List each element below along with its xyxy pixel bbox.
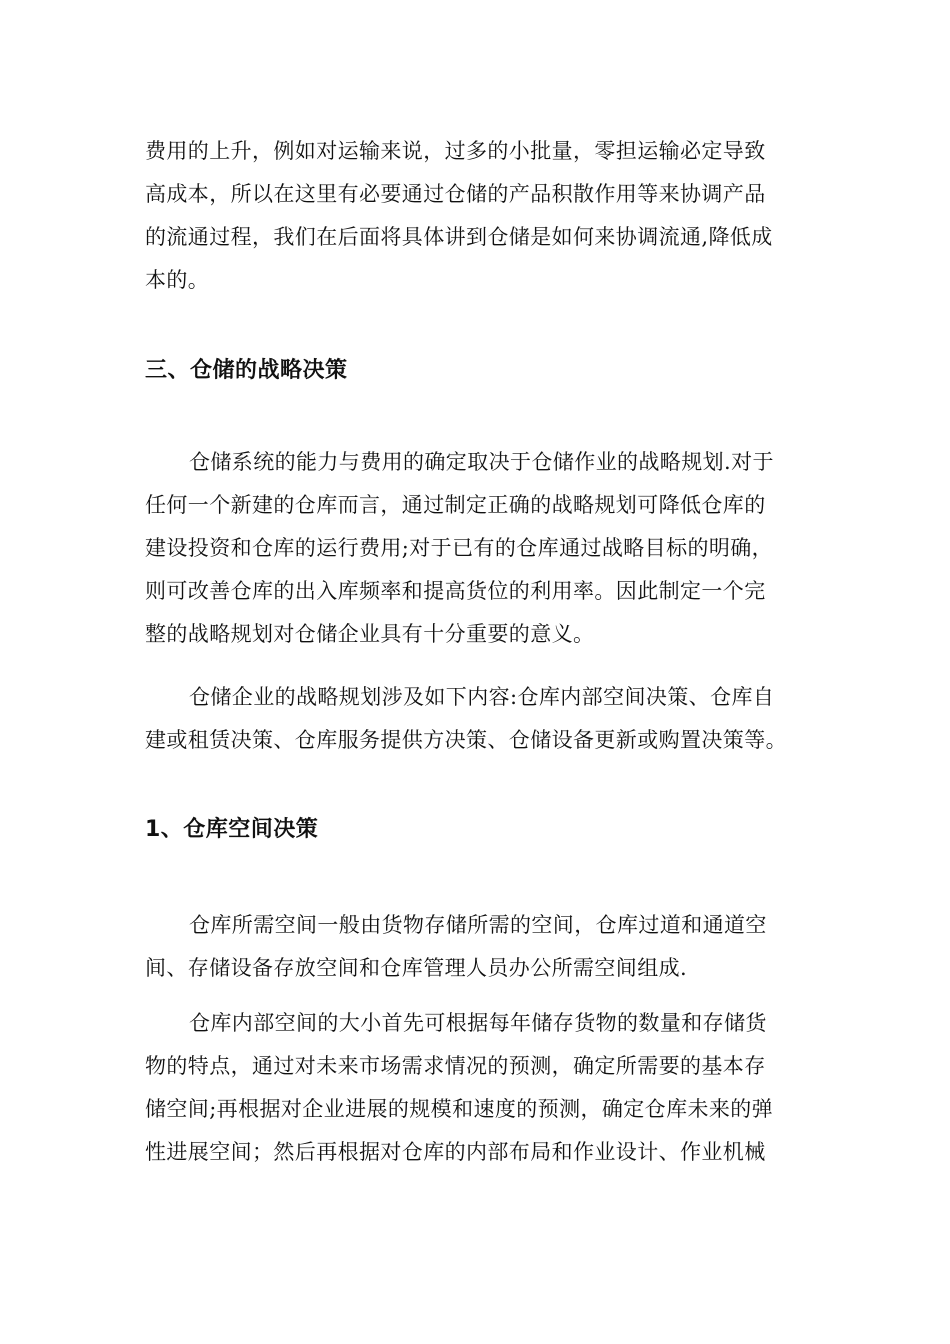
- section-heading: 三、仓储的战略决策: [145, 358, 348, 383]
- text-line: 的流通过程，我们在后面将具体讲到仓储是如何来协调流通,降低成: [145, 225, 773, 249]
- text-line: 费用的上升，例如对运输来说，过多的小批量，零担运输必定导致: [145, 139, 766, 163]
- text-line: 仓储系统的能力与费用的确定取决于仓储作业的战略规划.对于: [189, 450, 774, 474]
- text-line: 高成本，所以在这里有必要通过仓储的产品积散作用等来协调产品: [145, 182, 766, 206]
- text-line: 建或租赁决策、仓库服务提供方决策、仓储设备更新或购置决策等。: [145, 728, 787, 752]
- paragraph-strategy-content: [145, 676, 787, 762]
- text-line: 整的战略规划对仓储企业具有十分重要的意义。: [145, 622, 595, 646]
- text-line: 物的特点，通过对未来市场需求情况的预测，确定所需要的基本存: [145, 1054, 766, 1078]
- paragraph-strategy-intro: [145, 441, 774, 656]
- paragraph-space-size: [145, 1002, 773, 1174]
- text-line: 仓库内部空间的大小首先可根据每年储存货物的数量和存储货: [189, 1011, 767, 1035]
- text-line: 储空间;再根据对企业进展的规模和速度的预测，确定仓库未来的弹: [145, 1097, 774, 1121]
- text-line: 间、存储设备存放空间和仓库管理人员办公所需空间组成.: [145, 956, 688, 980]
- text-line: 本的。: [145, 268, 210, 292]
- text-line: 任何一个新建的仓库而言，通过制定正确的战略规划可降低仓库的: [145, 493, 766, 517]
- subsection-heading: 1、仓库空间决策: [145, 817, 319, 842]
- text-line: 性进展空间；然后再根据对仓库的内部布局和作业设计、作业机械: [145, 1140, 766, 1164]
- paragraph-continuation: [145, 130, 773, 302]
- text-line: 仓储企业的战略规划涉及如下内容:仓库内部空间决策、仓库自: [189, 685, 775, 709]
- paragraph-space-composition: [145, 904, 767, 990]
- text-line: 则可改善仓库的出入库频率和提高货位的利用率。因此制定一个完: [145, 579, 766, 603]
- text-line: 建设投资和仓库的运行费用;对于已有的仓库通过战略目标的明确，: [145, 536, 774, 560]
- text-line: 仓库所需空间一般由货物存储所需的空间，仓库过道和通道空: [189, 913, 767, 937]
